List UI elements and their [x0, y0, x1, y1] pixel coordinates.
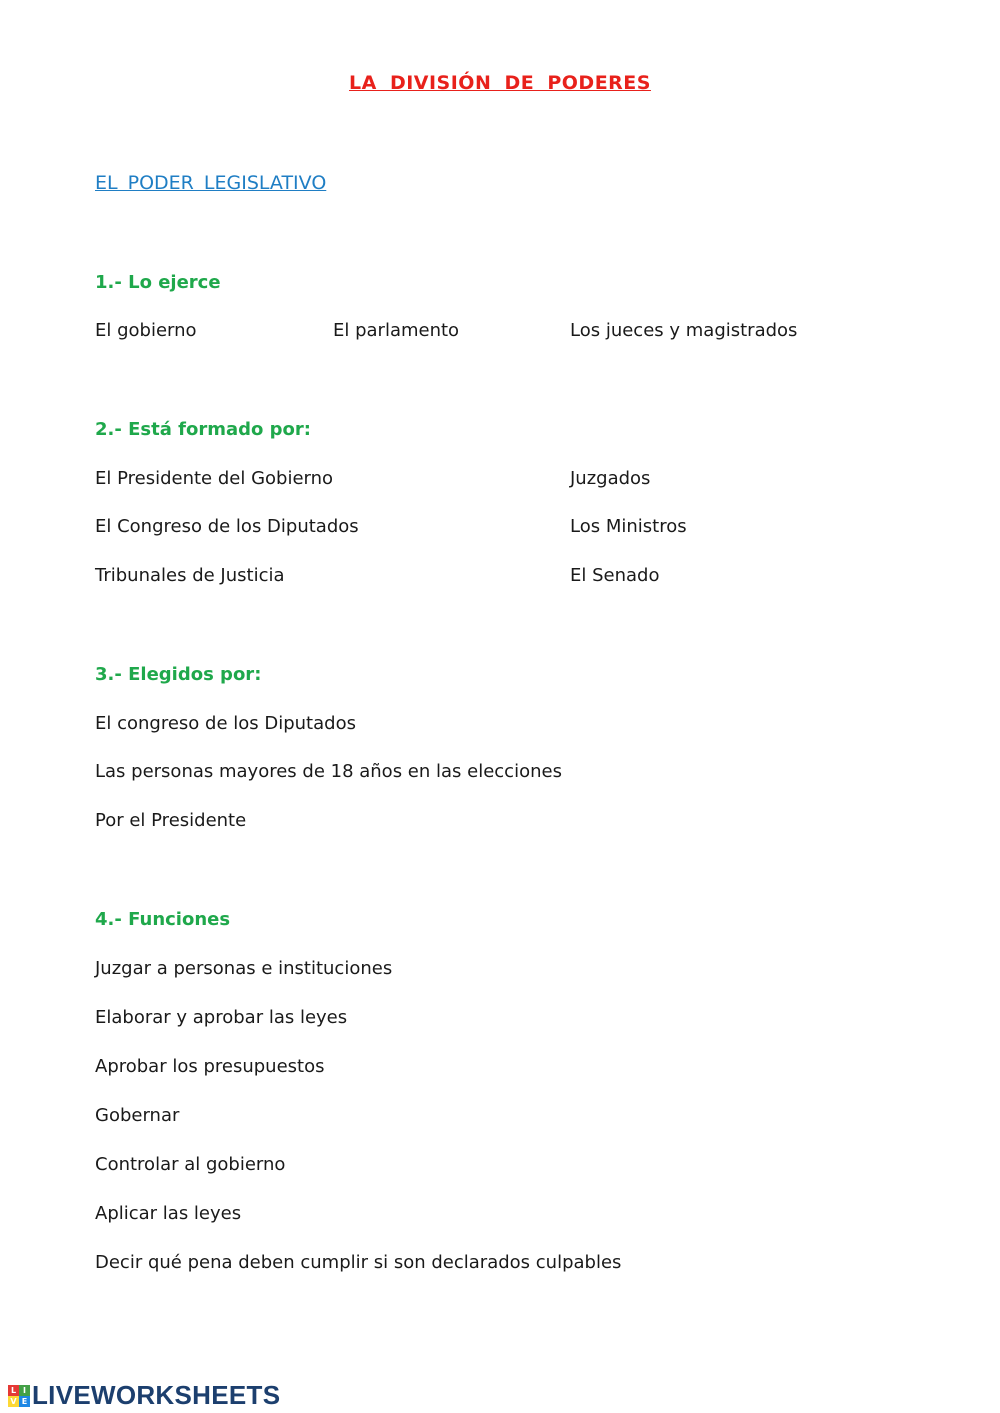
q2-option-ministros[interactable]: Los Ministros	[570, 516, 687, 537]
liveworksheets-logo	[8, 1380, 280, 1411]
logo-square: V	[8, 1396, 19, 1407]
q2-option-tribunales[interactable]: Tribunales de Justicia	[95, 565, 285, 586]
logo-text: LIVEWORKSHEETS	[32, 1380, 281, 1410]
q1-option-jueces[interactable]: Los jueces y magistrados	[570, 320, 798, 341]
logo-squares-icon	[8, 1385, 30, 1407]
q4-option-pena[interactable]: Decir qué pena deben cumplir si son declarados culpables	[95, 1252, 622, 1273]
q3-option-mayores-18[interactable]: Las personas mayores de 18 años en las elecciones	[95, 761, 562, 782]
q2-option-presidente[interactable]: El Presidente del Gobierno	[95, 468, 334, 489]
q2-option-juzgados[interactable]: Juzgados	[570, 468, 651, 489]
logo-square: I	[19, 1385, 30, 1396]
q1-option-parlamento[interactable]: El parlamento	[333, 320, 460, 341]
question-1-label: 1.- Lo ejerce	[95, 272, 221, 293]
q4-option-controlar[interactable]: Controlar al gobierno	[95, 1154, 286, 1175]
q3-option-congreso[interactable]: El congreso de los Diputados	[95, 713, 356, 734]
q1-option-gobierno[interactable]: El gobierno	[95, 320, 197, 341]
q4-option-juzgar[interactable]: Juzgar a personas e instituciones	[95, 958, 393, 979]
q4-option-aplicar-leyes[interactable]: Aplicar las leyes	[95, 1203, 242, 1224]
q4-option-presupuestos[interactable]: Aprobar los presupuestos	[95, 1056, 325, 1077]
page-title: LA DIVISIÓN DE PODERES	[349, 72, 651, 94]
question-3-label: 3.- Elegidos por:	[95, 664, 262, 685]
q3-option-presidente[interactable]: Por el Presidente	[95, 810, 247, 831]
q4-option-elaborar-leyes[interactable]: Elaborar y aprobar las leyes	[95, 1007, 348, 1028]
question-2-label: 2.- Está formado por:	[95, 419, 311, 440]
q2-option-senado[interactable]: El Senado	[570, 565, 660, 586]
logo-square: L	[8, 1385, 19, 1396]
q4-option-gobernar[interactable]: Gobernar	[95, 1105, 180, 1126]
logo-square: E	[19, 1396, 30, 1407]
section-heading: EL PODER LEGISLATIVO	[95, 172, 327, 194]
q2-option-congreso[interactable]: El Congreso de los Diputados	[95, 516, 359, 537]
question-4-label: 4.- Funciones	[95, 909, 231, 930]
